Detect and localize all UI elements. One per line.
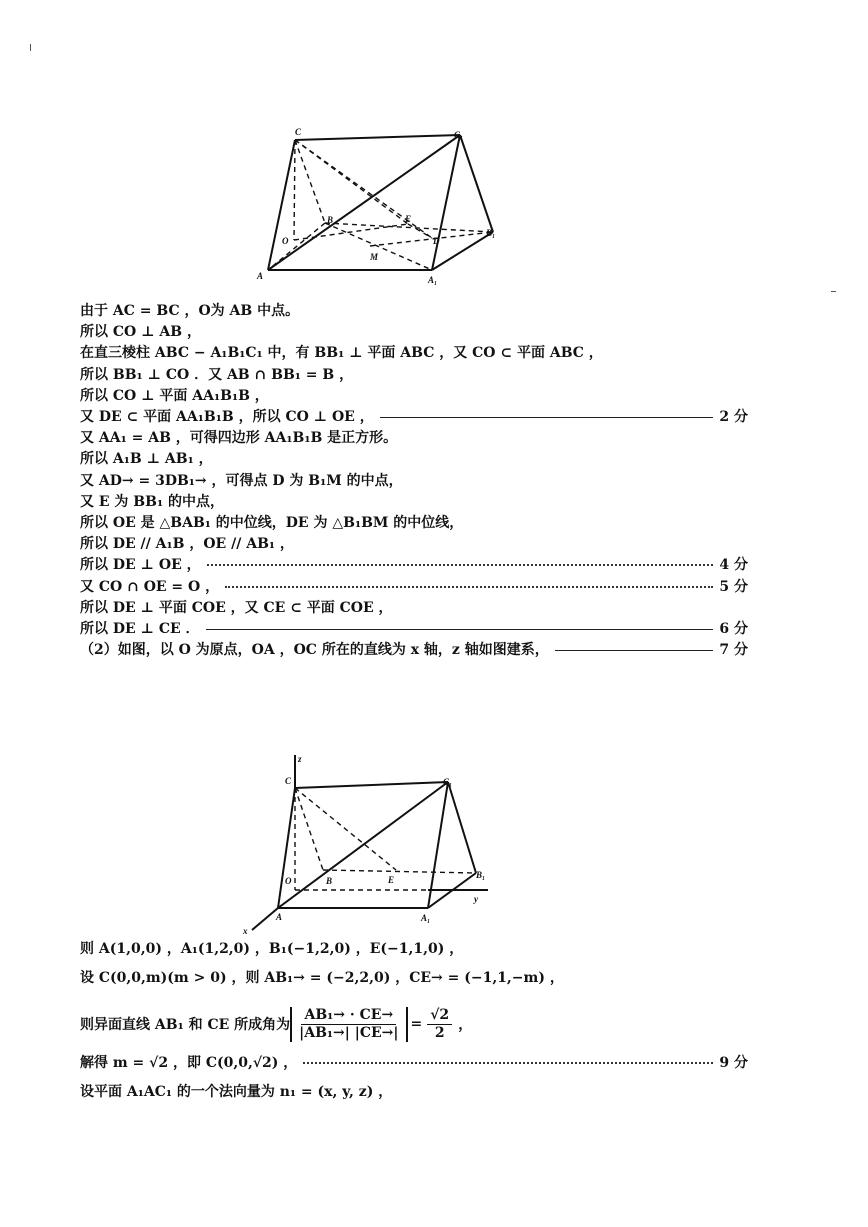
- line-text: 解得 m = √2 ，即 C(0,0,√2) ，: [80, 1055, 298, 1071]
- result-fraction: [427, 1007, 452, 1042]
- cos-numerator: AB₁→ · CE→: [301, 1007, 396, 1025]
- line-text: 所以 BB₁ ⊥ CO ．又 AB ∩ BB₁ = B ，: [80, 366, 354, 383]
- abs-value: [290, 1007, 407, 1042]
- line-text: 所以 DE ⊥ CE ．: [80, 621, 200, 637]
- fig2-label-e: E: [388, 875, 395, 885]
- line-text: 设平面 A₁AC₁ 的一个法向量为 n₁ = (x, y, z) ，: [80, 1084, 393, 1100]
- score-mark: 2 分: [719, 409, 748, 425]
- text-line: [80, 576, 748, 598]
- score-leader: [225, 586, 713, 588]
- fig1-label-a1: A₁: [428, 275, 438, 285]
- line-text: 所以 DE ⊥ OE ，: [80, 557, 201, 574]
- line-text: 又 AA₁ = AB ，可得四边形 AA₁B₁B 是正方形。: [80, 430, 398, 447]
- fig1-label-e: E: [405, 214, 412, 224]
- score-leader: [303, 1062, 713, 1064]
- line-text: 又 AD→ = 3DB₁→ ，可得点 D 为 B₁M 的中点，: [80, 472, 403, 489]
- line-text: 所以 DE // A₁B ，OE // AB₁ ，: [80, 536, 294, 553]
- line-text: 在直三棱柱 ABC − A₁B₁C₁ 中，有 BB₁ ⊥ 平面 ABC ，又 CO ⊂ 平面 ABC ，: [80, 345, 603, 362]
- fig2-label-x: x: [243, 926, 248, 935]
- fig1-label-c: C: [295, 127, 302, 137]
- fig1-label-c1: C₁: [454, 130, 464, 140]
- fig2-label-b1: B₁: [476, 870, 486, 880]
- score-leader: [207, 564, 714, 566]
- text-line: [80, 639, 748, 661]
- text-line: [80, 533, 748, 555]
- line-text: 又 CO ∩ OE = O ，: [80, 578, 220, 595]
- fig2-label-a1: A₁: [421, 913, 431, 923]
- text-line: [80, 427, 748, 449]
- cos-denominator: |AB₁→| |CE→|: [299, 1024, 399, 1041]
- text-line: [80, 448, 748, 470]
- line-text: （2）如图，以 O 为原点，OA ，OC 所在的直线为 x 轴，z 轴如图建系，: [80, 642, 549, 659]
- text-line: [80, 300, 748, 322]
- score-mark: 9 分: [719, 1055, 748, 1071]
- line-text: 所以 DE ⊥ 平面 COE ，又 CE ⊂ 平面 COE ，: [80, 599, 393, 616]
- text-line: [80, 385, 748, 407]
- scan-mark-right: [831, 291, 836, 292]
- figure-prism-1: [250, 120, 510, 290]
- line-text: 由于 AC = BC ，O为 AB 中点。: [80, 303, 300, 319]
- fig1-label-b: B: [327, 215, 334, 225]
- fig2-label-z: z: [298, 754, 302, 764]
- score-mark: 4 分: [719, 557, 748, 574]
- score-leader: [380, 417, 714, 418]
- text-line: [80, 321, 748, 343]
- line-text: 又 E 为 BB₁ 的中点，: [80, 493, 224, 510]
- angle-formula-line: [80, 1004, 472, 1044]
- fig2-label-y: y: [474, 894, 478, 904]
- line-text: 所以 A₁B ⊥ AB₁ ，: [80, 451, 213, 468]
- fig1-label-b1: B₁: [486, 228, 496, 238]
- text-line: [80, 406, 748, 428]
- angle-suffix: ，: [458, 1017, 473, 1033]
- fig1-label-o: O: [282, 236, 289, 246]
- result-denominator: 2: [434, 1024, 445, 1041]
- cos-fraction: [296, 1007, 401, 1042]
- text-line: [80, 554, 748, 576]
- result-numerator: √2: [427, 1007, 452, 1025]
- equals-sign: =: [410, 1016, 423, 1032]
- fig1-label-d: D: [433, 236, 440, 246]
- fig1-label-m: M: [370, 252, 379, 262]
- text-line: [80, 618, 748, 640]
- fig2-label-c1: C₁: [443, 777, 453, 787]
- line-text: 所以 CO ⊥ 平面 AA₁B₁B ，: [80, 387, 269, 404]
- score-leader: [206, 629, 714, 630]
- line-text: 所以 CO ⊥ AB ，: [80, 324, 201, 341]
- text-line: [80, 512, 748, 534]
- score-mark: 6 分: [719, 621, 748, 637]
- score-leader: [555, 650, 714, 651]
- score-mark: 7 分: [719, 642, 748, 659]
- fig2-label-o: O: [285, 876, 292, 886]
- text-line: [80, 342, 748, 364]
- text-line: [80, 967, 748, 989]
- fig2-label-a: A: [276, 912, 283, 922]
- figure-prism-2: [238, 750, 508, 935]
- fig1-label-a: A: [257, 271, 264, 281]
- fig2-label-c: C: [285, 776, 292, 786]
- scan-mark-left: [30, 44, 31, 51]
- text-line: [80, 491, 748, 513]
- fig2-label-b: B: [326, 876, 333, 886]
- line-text: 则 A(1,0,0) ，A₁(1,2,0) ，B₁(−1,2,0) ，E(−1,1,0) ，: [80, 941, 464, 957]
- line-text: 所以 OE 是 △BAB₁ 的中位线，DE 为 △B₁BM 的中位线，: [80, 515, 464, 531]
- text-line: [80, 1081, 748, 1103]
- line-text: 又 DE ⊂ 平面 AA₁B₁B ，所以 CO ⊥ OE ，: [80, 409, 374, 425]
- text-line: [80, 938, 748, 960]
- score-mark: 5 分: [719, 578, 748, 595]
- text-line: [80, 1052, 748, 1074]
- angle-prefix: 则异面直线 AB₁ 和 CE 所成角为: [80, 1017, 291, 1033]
- line-text: 设 C(0,0,m)(m > 0) ，则 AB₁→ = (−2,2,0) ，CE→ = (−1,1,−m) ，: [80, 970, 564, 986]
- text-line: [80, 470, 748, 492]
- text-line: [80, 364, 748, 386]
- text-line: [80, 597, 748, 619]
